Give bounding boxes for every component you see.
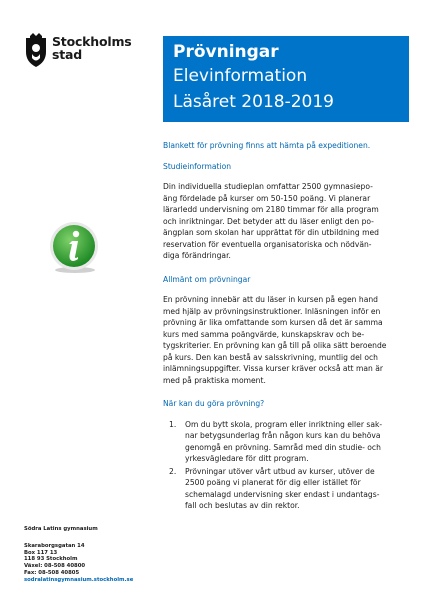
address-line: Skaraborgsgatan 14 xyxy=(24,542,85,549)
body-line: fall och beslutas av din rektor. xyxy=(185,501,300,510)
body-line: inlämningsuppgifter. Vissa kurser kräver också att man är xyxy=(163,364,383,373)
list-number: 2. xyxy=(169,466,177,476)
section-heading-studieinformation: Studieinformation xyxy=(163,161,232,171)
body-line: Prövningar utöver vårt utbud av kurser, utöver de xyxy=(185,466,375,476)
body-line: och inriktningar. Det betyder att du läser enligt den po- xyxy=(163,216,374,226)
section-body-allmant xyxy=(163,294,416,386)
body-line: Din individuella studieplan omfattar 2500 gymnasiepo- xyxy=(163,182,373,191)
body-line: på kurs. Den kan bestå av salsskrivning, muntlig del och xyxy=(163,352,378,362)
address-line: Box 117 13 xyxy=(24,549,58,556)
body-line: En prövning innebär att du läser in kursen på egen hand xyxy=(163,295,378,304)
body-line: reservation för eventuella organisatoriska och nödvän- xyxy=(163,239,372,249)
website-link[interactable]: sodralatinsgymnasium.stockholm.se xyxy=(24,576,134,583)
body-line: ängplan som skolan har upprättat för din utbildning med xyxy=(163,228,379,237)
title-banner xyxy=(163,36,409,122)
body-line: 2500 poäng vi planerat för dig eller istället för xyxy=(185,478,361,487)
body-line: schemalagd undervisning sker endast i undantags- xyxy=(185,489,380,499)
body-line: med hjälp av prövningsinstruktioner. Inläsningen inför en xyxy=(163,306,381,316)
list-item xyxy=(163,466,416,512)
form-info-text: Blankett för prövning finns att hämta på expeditionen. xyxy=(163,141,371,150)
section-heading-allmant: Allmänt om prövningar xyxy=(163,274,251,284)
section-body-studieinformation xyxy=(163,181,416,262)
body-line: tygskriterier. En prövning kan gå till på olika sätt beroende xyxy=(163,341,387,350)
body-line: kurs med samma poängvärde, kunskapskrav och be- xyxy=(163,329,365,339)
body-line: lärarledd undervisning om 2180 timmar för alla program xyxy=(163,205,379,214)
body-line: Om du bytt skola, program eller inriktning eller sak- xyxy=(185,419,383,429)
phone-number: Växel: 08-508 40800 xyxy=(24,563,86,570)
logo-text-line2: stad xyxy=(52,47,82,62)
main-content xyxy=(163,140,416,513)
body-line: diga förändringar. xyxy=(163,251,231,260)
document-subtitle: Elevinformation xyxy=(173,66,308,86)
body-line: med på praktiska moment. xyxy=(163,375,266,385)
body-line: äng fördelade på kurser om 50-150 poäng. Vi planerar xyxy=(163,193,371,203)
school-name: Södra Latins gymnasium xyxy=(24,526,98,532)
address-line: 118 93 Stockholm xyxy=(24,556,78,563)
info-icon xyxy=(45,218,103,276)
document-title: Prövningar xyxy=(173,42,279,62)
body-line: genomgå en prövning. Samråd med din studie- och xyxy=(185,442,381,452)
list-number: 1. xyxy=(169,419,177,429)
section-heading-nar: När kan du göra prövning? xyxy=(163,399,265,408)
school-year: Läsåret 2018-2019 xyxy=(173,92,334,112)
logo-text-line1: Stockholms xyxy=(52,34,132,49)
contact-footer xyxy=(24,526,154,584)
body-line: prövning är lika omfattande som kursen då det är samma xyxy=(163,318,383,327)
fax-number: Fax: 08-508 40805 xyxy=(24,569,80,576)
when-list xyxy=(163,419,416,512)
list-item xyxy=(163,419,416,465)
stockholms-stad-logo xyxy=(24,32,132,68)
body-line: nar betygsunderlag från någon kurs kan du behöva xyxy=(185,431,381,440)
city-crest-icon xyxy=(24,32,48,68)
body-line: yrkesvägledare för ditt program. xyxy=(185,454,309,463)
